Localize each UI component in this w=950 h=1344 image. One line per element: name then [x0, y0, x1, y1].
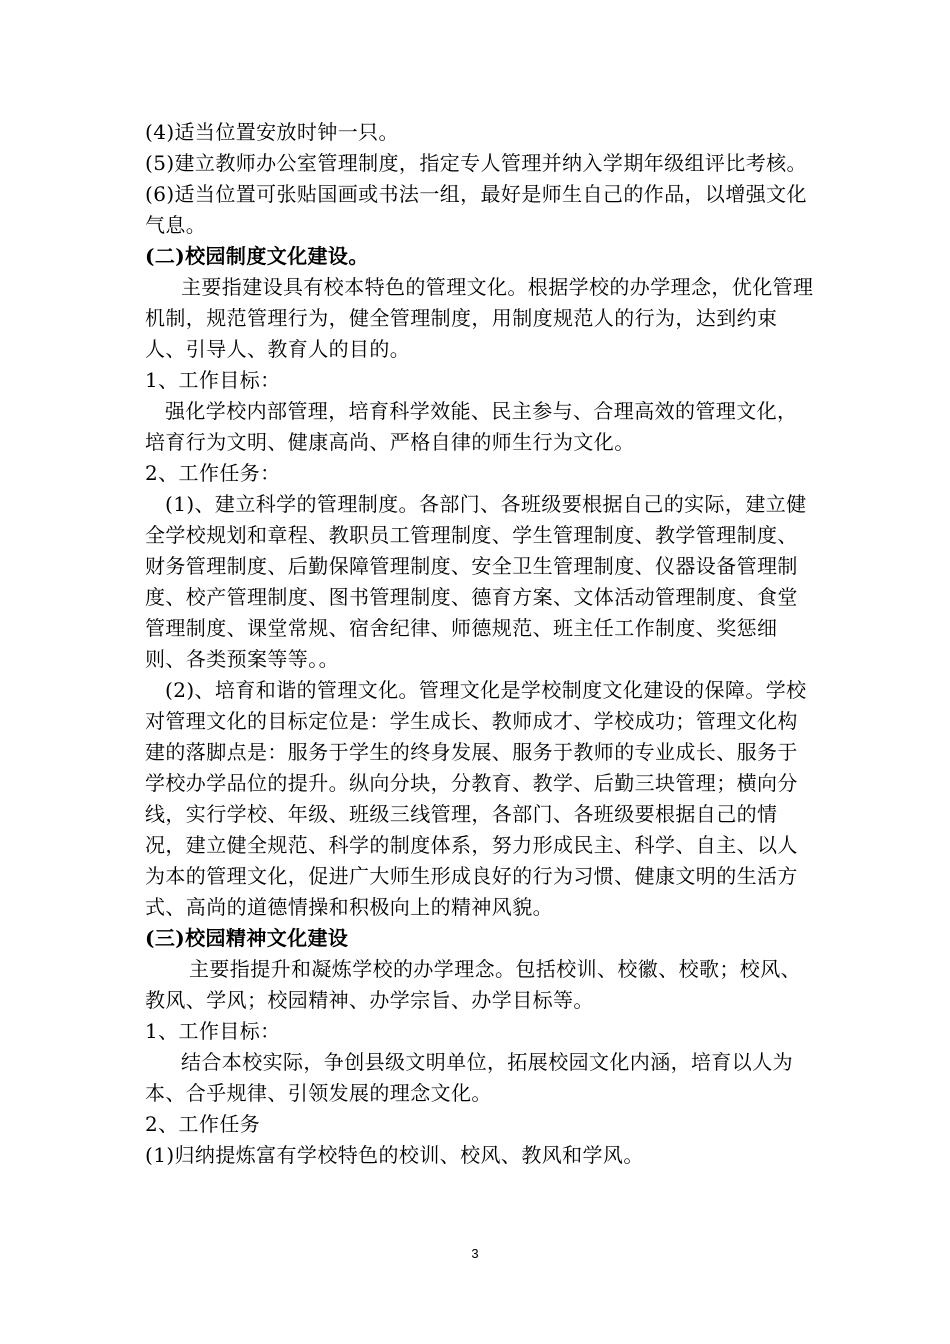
- document-body: [145, 117, 815, 1171]
- subheading-work-tasks: 2、工作任务：: [145, 461, 281, 485]
- page-number: 3: [471, 1246, 479, 1261]
- section-heading-institutional-culture: (二)校园制度文化建设。: [145, 244, 369, 268]
- list-item-5: (5)建立教师办公室管理制度，指定专人管理并纳入学期年级组评比考核。: [145, 151, 807, 175]
- section-intro-paragraph-2: 主要指提升和凝炼学校的办学理念。包括校训、校徽、校歌；校风、教风、学风；校园精神、办学宗旨、办学目标等。: [145, 957, 801, 1012]
- task-item-1: (1)归纳提炼富有学校特色的校训、校风、教风和学风。: [145, 1143, 644, 1167]
- task-paragraph-2: (2)、培育和谐的管理文化。管理文化是学校制度文化建设的保障。学校对管理文化的目标定位是：学生成长、教师成才、学校成功；管理文化构建的落脚点是：服务于学生的终身发展、服务于教师的专业成长、服务于学校办学品位的提升。纵向分块，分教育、教学、后勤三块管理；横向分线，实行学校、年级、班级三线管理，各部门、各班级要根据自己的情况，建立健全规范、科学的制度体系，努力形成民主、科学、自主、以人为本的管理文化，促进广大师生形成良好的行为习惯、健康文明的生活方式、高尚的道德情操和积极向上的精神风貌。: [145, 678, 807, 919]
- work-goals-paragraph: 强化学校内部管理，培育科学效能、民主参与、合理高效的管理文化，培育行为文明、健康高尚、严格自律的师生行为文化。: [145, 399, 798, 454]
- subheading-work-goals: 1、工作目标：: [145, 368, 281, 392]
- subheading-work-goals-2: 1、工作目标：: [145, 1019, 281, 1043]
- task-paragraph-1: (1)、建立科学的管理制度。各部门、各班级要根据自己的实际，建立健全学校规划和章程、教职员工管理制度、学生管理制度、教学管理制度、财务管理制度、后勤保障管理制度、安全卫生管理制度、仪器设备管理制度、校产管理制度、图书管理制度、德育方案、文体活动管理制度、食堂管理制度、课堂常规、宿舍纪律、师德规范、班主任工作制度、奖惩细则、各类预案等等。。: [145, 492, 807, 671]
- section-intro-paragraph: 主要指建设具有校本特色的管理文化。根据学校的办学理念，优化管理机制，规范管理行为，健全管理制度，用制度规范人的行为，达到约束人、引导人、教育人的目的。: [145, 275, 814, 361]
- subheading-work-tasks-2: 2、工作任务: [145, 1112, 261, 1136]
- list-item-6: (6)适当位置可张贴国画或书法一组，最好是师生自己的作品，以增强文化气息。: [145, 182, 807, 237]
- section-heading-spiritual-culture: (三)校园精神文化建设: [145, 926, 349, 950]
- work-goals-paragraph-2: 结合本校实际，争创县级文明单位，拓展校园文化内涵，培育以人为本、合乎规律、引领发展的理念文化。: [145, 1050, 793, 1105]
- list-item-4: (4)适当位置安放时钟一只。: [145, 120, 399, 144]
